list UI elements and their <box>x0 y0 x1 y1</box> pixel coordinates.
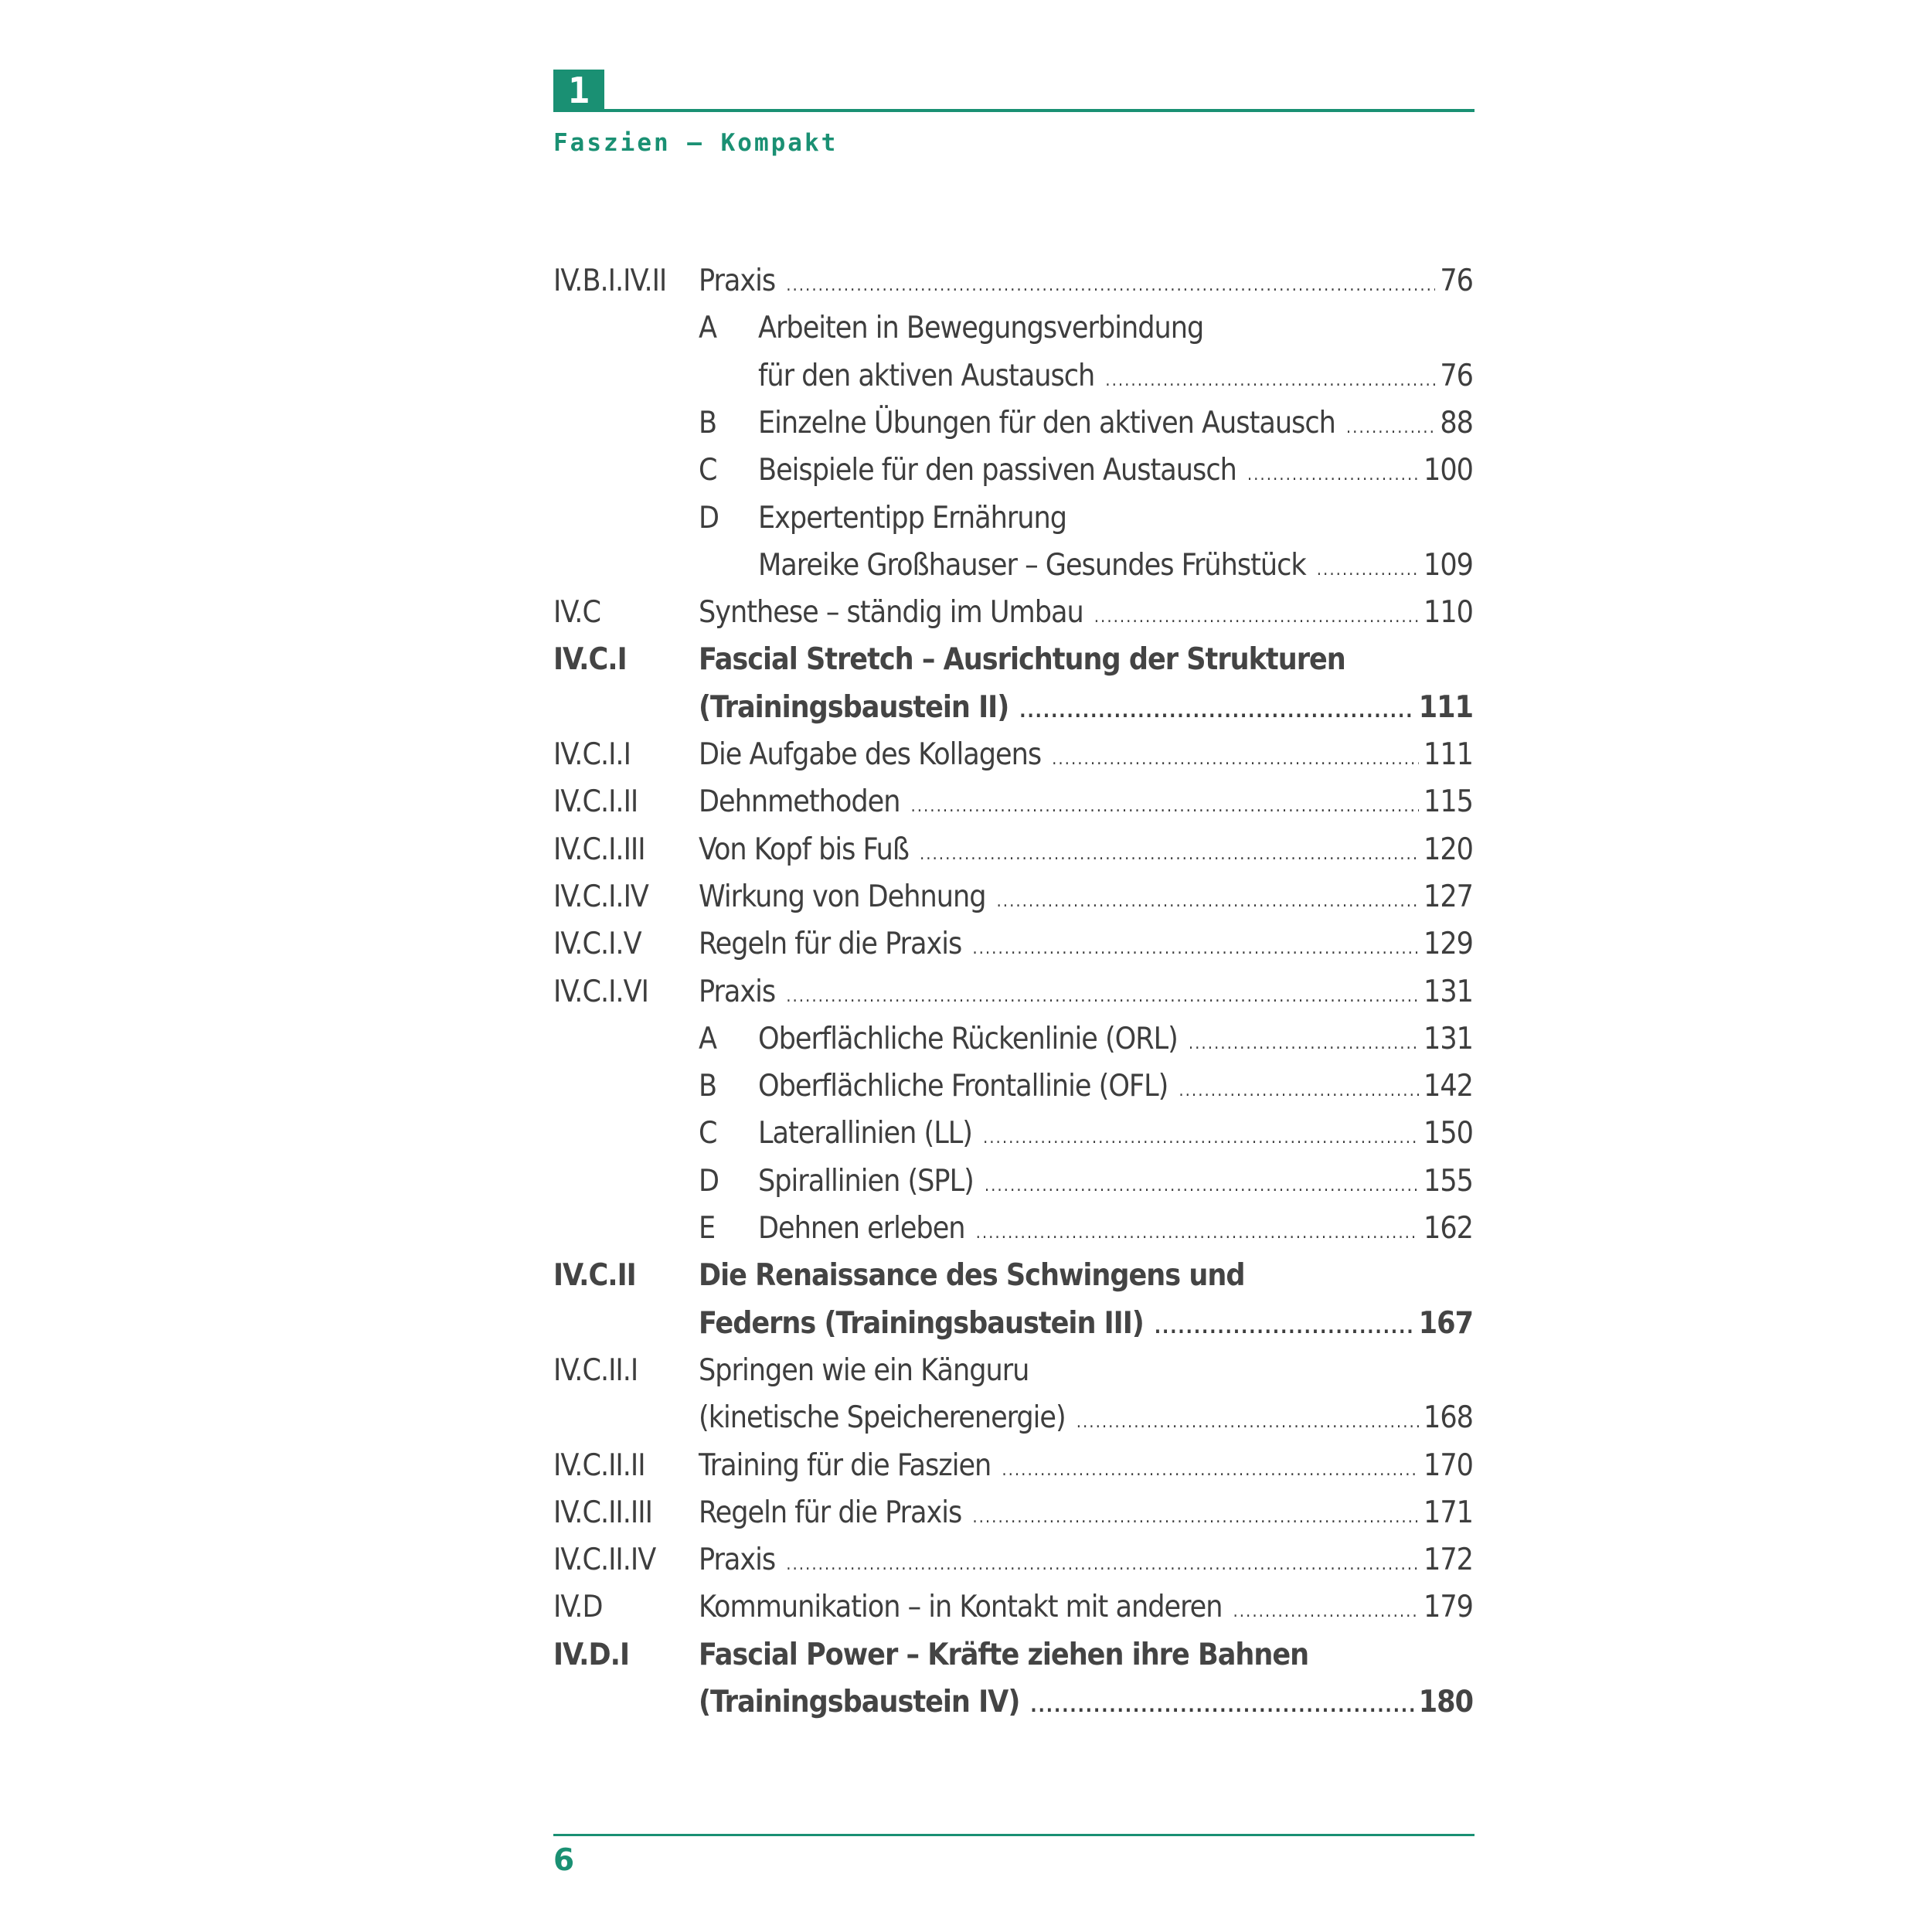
toc-dot-leader <box>1346 404 1435 452</box>
toc-entry <box>699 731 1473 784</box>
toc-entry <box>758 304 1473 352</box>
toc-entry <box>699 1300 1473 1351</box>
toc-entry-title: (kinetische Speicherenergie) <box>699 1400 1066 1436</box>
toc-entry-title: Mareike Großhauser – Gesundes Frühstück <box>758 547 1306 583</box>
toc-entry <box>699 1679 1473 1730</box>
toc-page-number: 170 <box>1423 1447 1473 1483</box>
toc-dot-leader <box>786 1541 1419 1589</box>
toc-entry <box>699 1442 1473 1495</box>
toc-row <box>553 920 1473 968</box>
toc-row <box>553 1583 1473 1631</box>
header-rule <box>553 109 1475 112</box>
toc-page-number: 111 <box>1418 689 1473 725</box>
toc-section-number: IV.C.I.III <box>553 832 645 867</box>
toc-page-number: 150 <box>1423 1116 1473 1151</box>
toc-entry-title: Die Aufgabe des Kollagens <box>699 737 1042 772</box>
toc-subsection-letter: B <box>699 405 718 440</box>
toc-dot-leader <box>1233 1588 1419 1636</box>
toc-subsection-letter: C <box>699 453 718 488</box>
toc-row <box>553 1536 1473 1584</box>
toc-entry <box>699 826 1473 879</box>
toc-subsection-letter: D <box>699 1163 720 1199</box>
chapter-number-badge: 1 <box>553 70 604 112</box>
toc-row <box>553 1015 1473 1063</box>
toc-row <box>553 636 1473 684</box>
toc-entry <box>758 1110 1473 1162</box>
toc-dot-leader <box>1077 1399 1419 1447</box>
toc-row <box>553 1110 1473 1158</box>
toc-entry <box>699 1489 1473 1542</box>
toc-entry <box>758 1015 1473 1068</box>
toc-entry <box>758 495 1473 543</box>
toc-row <box>553 1679 1473 1726</box>
toc-entry-title: Spirallinien (SPL) <box>758 1163 974 1199</box>
running-title: Faszien – Kompakt <box>553 129 838 157</box>
toc-entry-title: Dehnmethoden <box>699 784 900 820</box>
toc-section-number: IV.D <box>553 1590 603 1625</box>
toc-section-number: IV.C.II.IV <box>553 1543 656 1578</box>
toc-entry <box>758 1205 1473 1257</box>
toc-row <box>553 1158 1473 1206</box>
toc-dot-leader <box>1052 736 1419 784</box>
toc-page-number: 127 <box>1423 879 1473 914</box>
toc-row <box>553 968 1473 1016</box>
toc-dot-leader <box>1155 1303 1414 1351</box>
toc-page-number: 142 <box>1423 1069 1473 1104</box>
toc-row <box>553 826 1473 874</box>
toc-row <box>553 589 1473 637</box>
toc-dot-leader <box>910 783 1419 831</box>
toc-entry-title: Oberflächliche Rückenlinie (ORL) <box>758 1021 1178 1056</box>
toc-dot-leader <box>1002 1447 1419 1495</box>
toc-row <box>553 731 1473 779</box>
toc-page-number: 120 <box>1423 832 1473 867</box>
toc-page-number: 76 <box>1440 264 1473 298</box>
toc-row <box>553 447 1473 495</box>
toc-dot-leader <box>786 262 1435 310</box>
toc-entry <box>699 873 1473 926</box>
toc-entry-title: Praxis <box>699 1543 776 1578</box>
toc-entry <box>699 257 1473 310</box>
toc-entry <box>699 684 1473 735</box>
toc-page-number: 155 <box>1423 1163 1473 1199</box>
toc-entry <box>758 400 1473 452</box>
toc-page-number: 172 <box>1423 1543 1473 1578</box>
toc-section-number: IV.C <box>553 595 600 631</box>
toc-section-number: IV.C.II <box>553 1258 636 1294</box>
toc-entry-title: Training für die Faszien <box>699 1447 992 1483</box>
toc-subsection-letter: B <box>699 1069 718 1104</box>
toc-dot-leader <box>976 1209 1419 1257</box>
toc-page-number: 168 <box>1423 1400 1473 1436</box>
toc-entry-title: Federns (Trainingsbaustein III) <box>699 1305 1144 1341</box>
toc-page-number: 110 <box>1423 595 1473 631</box>
toc-subsection-letter: E <box>699 1211 716 1246</box>
toc-dot-leader <box>1317 546 1419 594</box>
toc-row <box>553 1347 1473 1395</box>
toc-entry <box>758 447 1473 499</box>
toc-section-number: IV.C.I.I <box>553 737 631 772</box>
toc-row <box>553 1300 1473 1348</box>
toc-section-number: IV.D.I <box>553 1637 630 1672</box>
footer-rule <box>553 1834 1475 1836</box>
toc-page-number: 162 <box>1423 1211 1473 1246</box>
footer-page-number: 6 <box>553 1843 575 1878</box>
toc-page-number: 109 <box>1423 547 1473 583</box>
toc-entry-title: Von Kopf bis Fuß <box>699 832 909 867</box>
toc-entry-title: für den aktiven Austausch <box>758 358 1095 393</box>
toc-page-number: 131 <box>1423 1021 1473 1056</box>
toc-row <box>553 1489 1473 1537</box>
toc-row <box>553 495 1473 543</box>
toc-page-number: 111 <box>1423 737 1473 772</box>
toc-dot-leader <box>1105 357 1435 405</box>
toc-row <box>553 1442 1473 1490</box>
toc-page-number: 171 <box>1423 1495 1473 1530</box>
toc-entry-title: Wirkung von Dehnung <box>699 879 986 914</box>
toc-section-number: IV.C.I.II <box>553 784 638 820</box>
toc-row <box>553 352 1473 400</box>
toc-entry <box>699 968 1473 1021</box>
toc-entry-title: Regeln für die Praxis <box>699 1495 962 1530</box>
toc-row <box>553 1252 1473 1300</box>
toc-entry <box>758 1063 1473 1115</box>
toc-entry <box>699 778 1473 831</box>
toc-row <box>553 1205 1473 1253</box>
toc-entry-title: Dehnen erleben <box>758 1211 965 1246</box>
toc-page-number: 131 <box>1423 974 1473 1009</box>
toc-entry <box>758 542 1473 594</box>
toc-subsection-letter: A <box>699 1021 717 1056</box>
toc-page-number: 115 <box>1423 784 1473 820</box>
toc-section-number: IV.C.I.IV <box>553 879 648 914</box>
toc-entry-title: Springen wie ein Känguru <box>699 1352 1029 1388</box>
toc-entry-title: Expertentipp Ernährung <box>758 500 1067 536</box>
toc-section-number: IV.C.I.V <box>553 927 641 962</box>
toc-entry <box>699 1631 1473 1679</box>
toc-page-number: 76 <box>1440 358 1473 393</box>
toc-subsection-letter: A <box>699 311 717 346</box>
toc-dot-leader <box>1247 451 1419 499</box>
toc-row <box>553 684 1473 732</box>
toc-page-number: 167 <box>1418 1305 1473 1341</box>
toc-entry <box>699 1347 1473 1395</box>
toc-entry <box>699 1252 1473 1300</box>
toc-entry-title: Praxis <box>699 974 776 1009</box>
toc-entry-title: Fascial Power – Kräfte ziehen ihre Bahnen <box>699 1637 1309 1672</box>
toc-entry-title: (Trainingsbaustein II) <box>699 689 1009 725</box>
toc-page-number: 88 <box>1440 405 1473 440</box>
toc-row <box>553 400 1473 447</box>
toc-dot-leader <box>1189 1020 1419 1068</box>
toc-entry-title: (Trainingsbaustein IV) <box>699 1685 1020 1719</box>
toc-section-number: IV.C.II.III <box>553 1495 652 1530</box>
toc-entry <box>699 1536 1473 1589</box>
toc-entry <box>699 589 1473 641</box>
toc-row <box>553 304 1473 352</box>
toc-entry <box>758 1158 1473 1210</box>
toc-section-number: IV.C.I.VI <box>553 974 648 1009</box>
toc-row <box>553 257 1473 305</box>
toc-dot-leader <box>997 878 1420 926</box>
toc-entry-title: Die Renaissance des Schwingens und <box>699 1258 1245 1294</box>
toc-dot-leader <box>786 973 1419 1021</box>
toc-section-number: IV.C.I <box>553 642 627 678</box>
toc-dot-leader <box>985 1162 1419 1210</box>
toc-page-number: 100 <box>1423 453 1473 488</box>
toc-dot-leader <box>920 831 1419 879</box>
toc-row <box>553 778 1473 826</box>
toc-dot-leader <box>1019 687 1414 735</box>
toc-section-number: IV.C.II.II <box>553 1447 645 1483</box>
toc-entry-title: Fascial Stretch – Ausrichtung der Strukturen <box>699 642 1345 678</box>
toc-page-number: 179 <box>1423 1590 1473 1625</box>
toc-section-number: IV.C.II.I <box>553 1352 638 1388</box>
toc-entry-title: Einzelne Übungen für den aktiven Austausch <box>758 405 1335 440</box>
toc-entry-title: Praxis <box>699 264 776 298</box>
toc-page-number: 129 <box>1423 927 1473 962</box>
toc-row <box>553 1394 1473 1442</box>
toc-dot-leader <box>972 1494 1419 1542</box>
toc-entry <box>699 1394 1473 1447</box>
toc-entry-title: Beispiele für den passiven Austausch <box>758 453 1236 488</box>
toc-subsection-letter: D <box>699 500 720 536</box>
toc-dot-leader <box>1179 1067 1419 1115</box>
toc-entry <box>699 636 1473 684</box>
toc-entry-title: Oberflächliche Frontallinie (OFL) <box>758 1069 1168 1104</box>
toc-subsection-letter: C <box>699 1116 718 1151</box>
toc-row <box>553 873 1473 921</box>
toc-page-number: 180 <box>1418 1685 1473 1719</box>
toc-row <box>553 1631 1473 1679</box>
toc-section-number: IV.B.I.IV.II <box>553 264 667 298</box>
toc-dot-leader <box>1030 1682 1413 1730</box>
toc-entry-title: Synthese – ständig im Umbau <box>699 595 1083 631</box>
toc-dot-leader <box>983 1114 1419 1162</box>
toc-dot-leader <box>972 925 1419 973</box>
toc-entry <box>699 920 1473 973</box>
toc-dot-leader <box>1094 594 1419 641</box>
toc-row <box>553 1063 1473 1111</box>
toc-entry <box>699 1583 1473 1636</box>
toc-row <box>553 542 1473 590</box>
toc-entry-title: Kommunikation – in Kontakt mit anderen <box>699 1590 1223 1625</box>
toc-entry-title: Arbeiten in Bewegungsverbindung <box>758 311 1204 346</box>
toc-entry-title: Regeln für die Praxis <box>699 927 962 962</box>
toc-entry <box>758 352 1473 405</box>
toc-entry-title: Laterallinien (LL) <box>758 1116 972 1151</box>
